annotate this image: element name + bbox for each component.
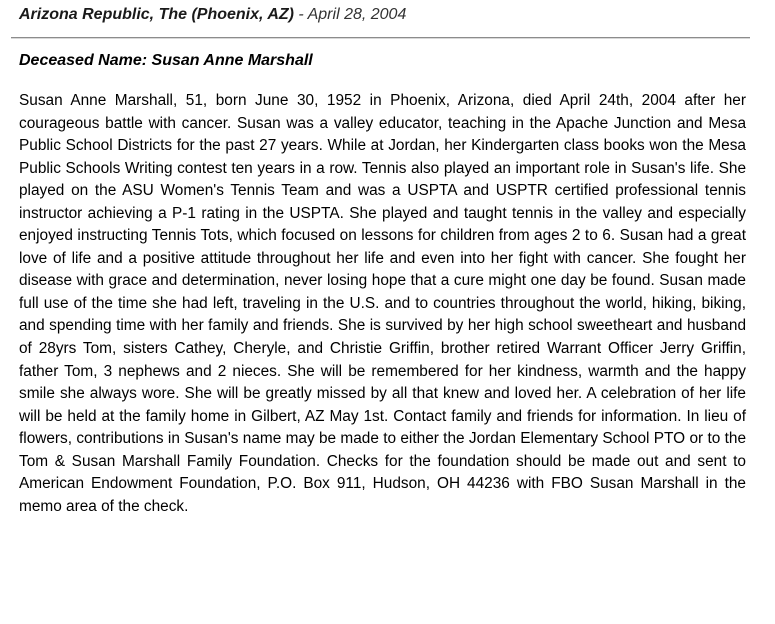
publication-name: Arizona Republic, The (Phoenix, AZ) [19, 6, 294, 23]
publication-date: April 28, 2004 [307, 6, 407, 23]
obituary-body: Susan Anne Marshall, 51, born June 30, 1952 in Phoenix, Arizona, died April 24th, 2004 after her courageous battle with cancer. Susan was a valley educator, teaching in the Apache Junction and Mesa Public School Districts for the past 27 years. While at Jordan, her Kindergarten class books won the Mesa Public Schools Writing contest ten years in a row. Tennis also played an important role in Susan's life. She played on the ASU Women's Tennis Team and was a USPTA and USPTR certified professional tennis instructor achieving a P-1 rating in the USPTA. She played and taught tennis in the valley and especially enjoyed instructing Tennis Tots, which focused on lessons for children from ages 2 to 6. Susan had a great love of life and a positive attitude throughout her life and even into her fight with cancer. She fought her disease with grace and determination, never losing hope that a cure might one day be found. Susan made full use of the time she had left, traveling in the U.S. and to countries throughout the world, hiking, biking, and spending time with her family and friends. She is survived by her high school sweetheart and husband of 28yrs Tom, sisters Cathey, Cheryle, and Christie Griffin, brother retired Warrant Officer Jerry Griffin, father Tom, 3 nephews and 2 nieces. She will be remembered for her kindness, warmth and the happy smile she always wore. She will be greatly missed by all that knew and loved her. A celebration of her life will be held at the family home in Gilbert, AZ May 1st. Contact family and friends for information. In lieu of flowers, contributions in Susan's name may be made to either the Jordan Elementary School PTO or to the Tom & Susan Marshall Family Foundation. Checks for the foundation should be made out and sent to American Endowment Foundation, P.O. Box 911, Hudson, OH 44236 with FBO Susan Marshall in the memo area of the check. [19, 92, 746, 515]
source-separator: - [293, 6, 308, 23]
source-line [19, 6, 406, 24]
deceased-name: Deceased Name: Susan Anne Marshall [19, 52, 313, 69]
header-divider [11, 37, 750, 39]
